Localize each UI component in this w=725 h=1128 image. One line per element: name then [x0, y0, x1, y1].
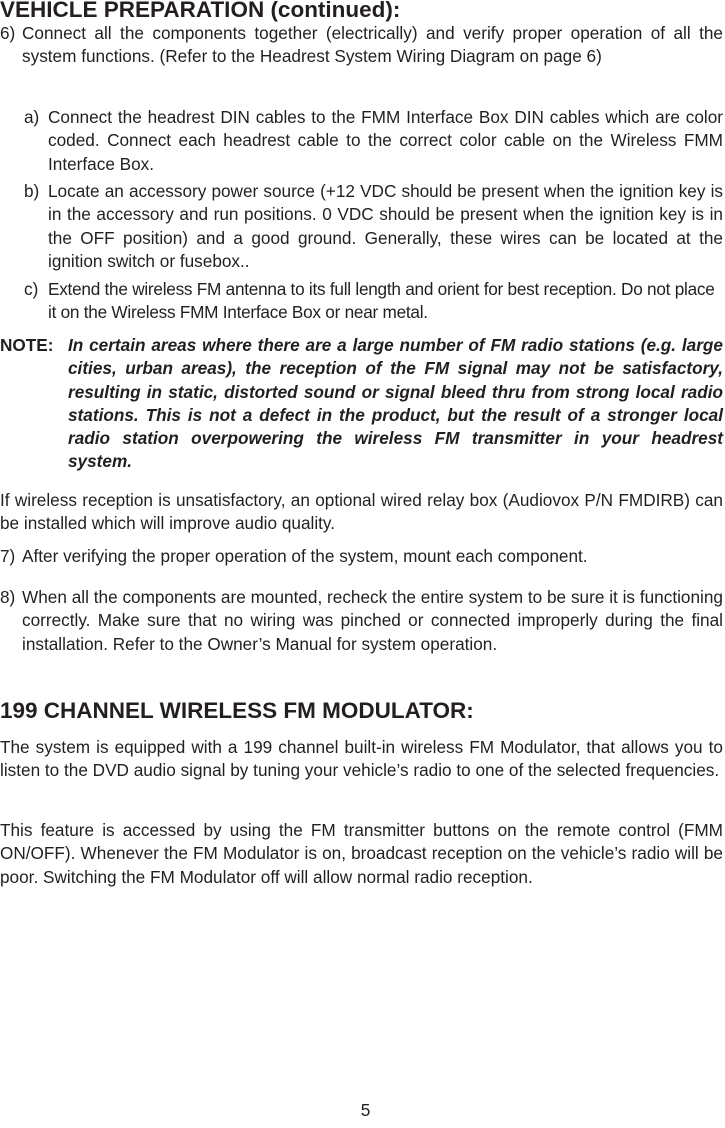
step-6b-marker: b) — [24, 181, 40, 201]
modulator-paragraph-2: This feature is accessed by using the FM transmitter buttons on the remote control (FMM ON/OFF). Whenever the FM Modulator is on, broadcast reception on the vehicle’s radio will be poor. Switching the FM Modulator off will allow normal radio reception. — [0, 820, 723, 887]
page-number: 5 — [360, 1100, 371, 1120]
step-6a-marker: a) — [24, 107, 40, 127]
step-6b-text: Locate an accessory power source (+12 VDC should be present when the ignition key is in the accessory and run positions. 0 VDC should be present when the ignition key is in the OFF position) and a good ground. Generally, these wires can be located at the ignition switch or fusebox.. — [48, 181, 723, 271]
step-6-number: 6) — [0, 23, 16, 43]
step-6c-marker: c) — [24, 279, 39, 299]
step-7-text: After verifying the proper operation of the system, mount each component. — [22, 546, 588, 566]
step-6a-text: Connect the headrest DIN cables to the FMM Interface Box DIN cables which are color coded. Connect each headrest cable to the correct color cable on the Wireless FMM Interface Box. — [48, 107, 723, 174]
note-label: NOTE: — [0, 335, 54, 355]
section-heading-fm-modulator: 199 CHANNEL WIRELESS FM MODULATOR: — [0, 698, 474, 723]
relay-box-paragraph: If wireless reception is unsatisfactory, an optional wired relay box (Audiovox P/N FMDIRB) can be installed which will improve audio quality. — [0, 490, 723, 534]
modulator-paragraph-1: The system is equipped with a 199 channel built-in wireless FM Modulator, that allows you to listen to the DVD audio signal by tuning your vehicle’s radio to one of the selected frequencies. — [0, 737, 723, 781]
step-8-text: When all the components are mounted, recheck the entire system to be sure it is functioning correctly. Make sure that no wiring was pinched or connected improperly during the final installation. Refer to the Owner’s Manual for system operation. — [22, 587, 723, 654]
note-text: In certain areas where there are a large number of FM radio stations (e.g. large cities, urban areas), the reception of the FM signal may not be satisfactory, resulting in static, distorted sound or signal bleed thru from strong local radio stations. This is not a defect in the product, but the result of a stronger local radio station overpowering the wireless FM transmitter in your headrest system. — [68, 335, 723, 472]
step-7-number: 7) — [0, 546, 16, 566]
step-6-text: Connect all the components together (electrically) and verify proper operation of all the system functions. (Refer to the Headrest System Wiring Diagram on page 6) — [22, 23, 723, 67]
step-8-number: 8) — [0, 587, 16, 607]
section-heading-vehicle-preparation: VEHICLE PREPARATION (continued): — [0, 0, 401, 22]
step-6c-text: Extend the wireless FM antenna to its full length and orient for best reception. Do not place it on the Wireless FMM Interface Box or near metal. — [48, 279, 715, 323]
